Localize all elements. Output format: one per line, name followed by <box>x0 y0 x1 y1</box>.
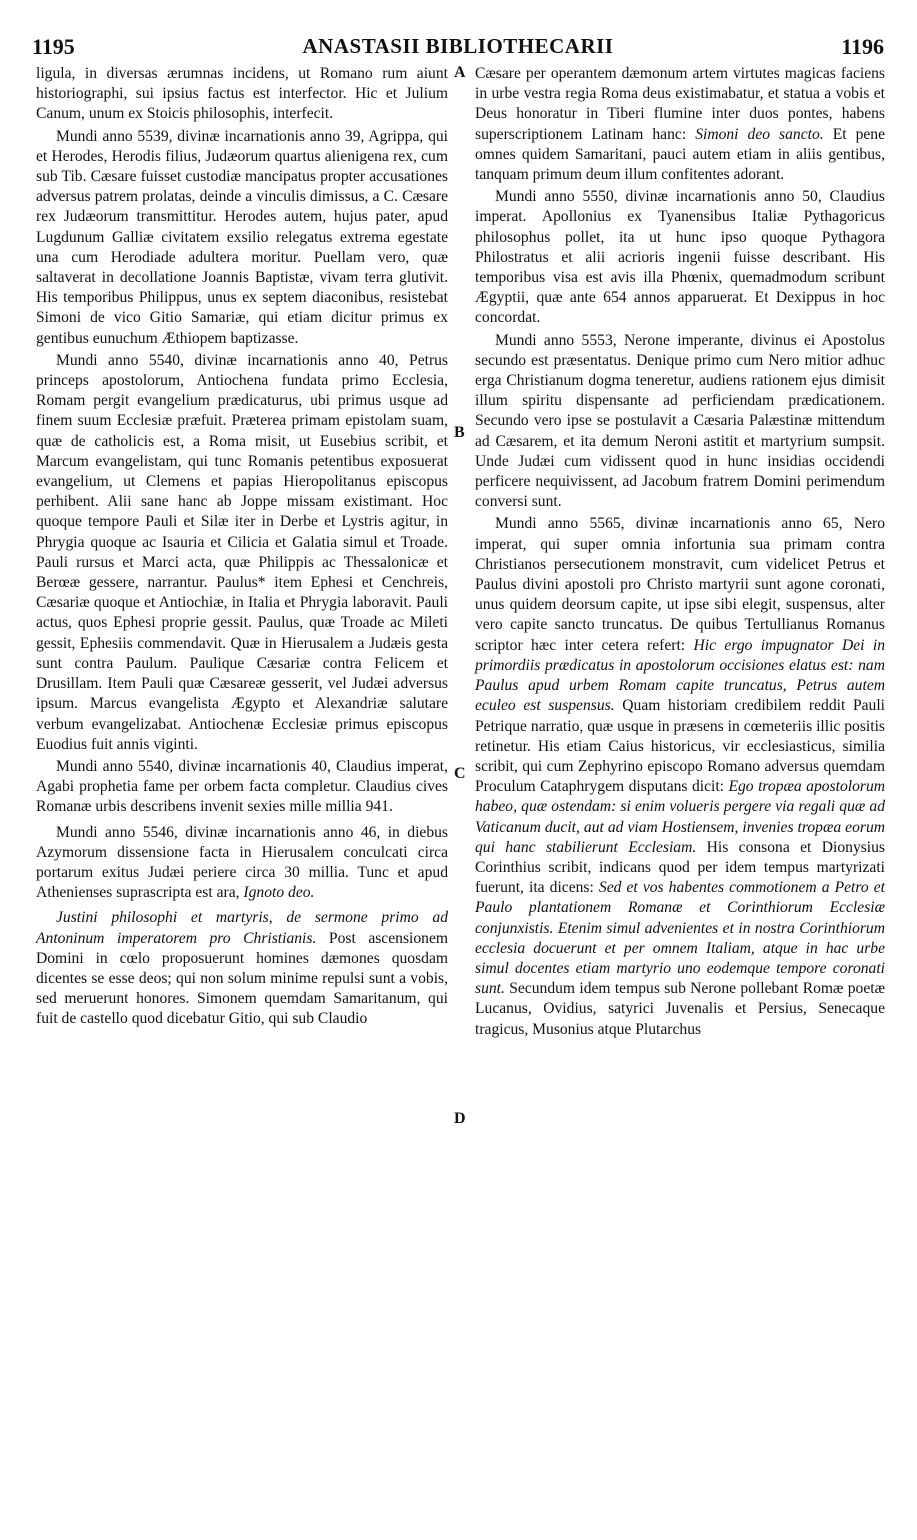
paragraph: Mundi anno 5553, Nerone imperante, divinus ei Apostolus secundo est præsentatus. Denique primo cum Nero mitior adhuc erga Christianum dogma teneretur, audiens rationem ejus dimisit illum spiritu dispensante ad perficiendam prædicationem. Secundo vero ipse se postulavit a Cæsaria Palæstinæ mittendum ad Cæsarem, et ita demum Neroni astitit et martyrium sumpsit. Unde Judæi cum vidissent quod in hunc insidias occidendi perficere nequivissent, ad Jacobum fratrem Domini perimendum conversi sunt. <box>475 331 885 511</box>
margin-marker-b: B <box>454 424 465 441</box>
inscription-text: Simoni deo sancto. <box>695 125 824 143</box>
paragraph-text: Post ascensionem Domini in cœlo proposuerunt homines dæmones quosdam dicentes se esse deos; qui non solum minime repulsi sunt a vobis, sed meruerunt honores. Simonem quemdam Samaritanum, qui fuit de castello quod dicebatur Gitio, qui sub Claudio <box>36 929 448 1028</box>
quotation-text: Ego tropæa apostolorum habeo, quæ ostendam: si enim volueris pergere via regali quæ ad Vaticanum ducit, aut ad viam Hostiensem, invenies tropæa eorum qui hanc stabilierunt Ecclesiam. <box>475 778 885 856</box>
page-header <box>28 20 888 60</box>
paragraph <box>475 64 885 185</box>
quotation-text: Hic ergo impugnator Dei in primordiis prædicatus in apostolorum occisiones elatus est: nam Paulus apud urbem Romam capite truncatus, Petrus autem eculeo est suspensus. <box>475 636 885 715</box>
inscription-text: Ignoto deo. <box>243 884 315 902</box>
paragraph-text: Mundi anno 5565, divinæ incarnationis anno 65, Nero imperat, qui super omnia infortunia sua primam contra Christianos persecutionem monstravit, cum videlicet Petrus et Paulus divini apostoli pro Christo martyrii sunt agone coronati, unus quidem deorsum capite, ut ipse sibi elegit, suspensus, alter vero capite sancto truncatus. De quibus Tertullianus Romanus scriptor hæc inter cetera refert: <box>475 515 885 654</box>
page-number-left: 1195 <box>32 34 75 59</box>
paragraph: Mundi anno 5540, divinæ incarnationis 40, Claudius imperat, Agabi prophetia fame per orbem facta completur. Claudius cives Romanæ urbis describens invenit sexies mille millia 941. <box>36 757 448 816</box>
paragraph-text: Secundum idem tempus sub Nerone pollebant Romæ poetæ Lucanus, Ovidius, satyrici Juvenalis et Persius, Senecaque tragicus, Musonius atque Plutarchus <box>475 980 885 1038</box>
left-column <box>36 64 448 1032</box>
right-column <box>475 64 885 1042</box>
paragraph-text: Et pene omnes quidem Samaritani, pauci autem etiam in aliis gentibus, tanquam primum deum illum confitentes adorant. <box>475 125 885 184</box>
paragraph <box>36 908 448 1029</box>
paragraph-text: Cæsare per operantem dæmonum artem virtutes magicas faciens in urbe vestra regia Roma deus existimabatur, et statua a vobis et Deus honoratur in Tiberi flumine inter duos pontes, habens superscriptionem Latinam hanc: <box>475 65 885 143</box>
paragraph-text: His consona et Dionysius Corinthius scribit, indicans quod per idem tempus martyrizati fuerunt, ita dicens: <box>475 838 886 897</box>
running-title: ANASTASII BIBLIOTHECARII <box>302 34 614 58</box>
margin-marker-c: C <box>454 765 466 782</box>
paragraph: Mundi anno 5540, divinæ incarnationis anno 40, Petrus princeps apostolorum, Antiochena fundata primo Ecclesia, Romam pergit evangelium prædicaturus, ubi primus usque ad finem suum Ecclesiæ præfuit. Præterea primam epistolam suam, quæ de catholicis est, a Roma misit, ut Eusebius scribit, et Marcum evangelistam, qui tunc Romanis petentibus exposuerat evangelium, ut Clemens et papias Hieropolitanus episcopus perhibent. Alii sane hanc ab Joppe missam existimant. Hoc quoque tempore Pauli et Silæ iter in Derbe et Lystris agitur, in Phrygia quoque ac Isauria et Cilicia et Galatia simul et Troade. Pauli rursus et Marci acta, quæ Philippis ac Thessalonicæ et Berœæ gessere, narrantur. Paulus* item Ephesi et Cenchreis, Cæsariæ quoque et Antiochiæ, in Italia et Phrygia laboravit. Pauli actus, quos Ephesi proprie gessit. Paulus, quæ Troade ac Mileti gessit, Ephesiis commendavit. Quæ in Hierusalem a Judæis gesta sunt contra Paulum. Paulique Cæsariæ contra Felicem et Drusillam. Item Pauli quæ Cæsareæ gesserit, vel Judæi adversus ipsum. Marcus evangelista Ægypto et Alexandriæ salutare verbum evangelizabat. Antiochenæ Ecclesiæ primus episcopus Euodius fuit annis viginti. <box>36 351 448 753</box>
quotation-heading: Justini philosophi et martyris, de sermone primo ad Antoninum imperatorem pro Christianis. <box>36 909 448 947</box>
margin-marker-a: A <box>454 64 466 81</box>
paragraph: ligula, in diversas ærumnas incidens, ut Romano rum aiunt historiographi, sui ipsius factus est interfector. Hic et Julium Canum, unum ex Stoicis philosophis, interfecit. <box>36 65 448 123</box>
margin-marker-d: D <box>454 1110 466 1127</box>
paragraph <box>36 823 448 904</box>
paragraph <box>475 514 885 1039</box>
paragraph: Mundi anno 5539, divinæ incarnationis anno 39, Agrippa, qui et Herodes, Herodis filius, Judæorum quartus alienigena rex, cum sub Tib. Cæsare fuisset custodiæ mancipatus propter accusationes adversus patrem prolatas, deinde a vinculis dimissus, a C. Cæsare rex Judæorum transmittitur. Herodes autem, hujus pater, apud Lugdunum Galliæ civitatem exsilio relegatus extrema egestate una cum Herodiade adultera moritur. Puellam vero, quæ saltaverat in decollatione Joannis Baptistæ, vivam terra glutivit. His temporibus Philippus, unus ex septem diaconibus, resistebat Simoni de vico Gitio Samariæ, qui etiam dicitur primus ex gentibus eunuchum Æthiopem baptizasse. <box>36 127 448 347</box>
paragraph-text: Mundi anno 5546, divinæ incarnationis anno 46, in diebus Azymorum dissensione facta in Hierusalem conculcati circa portarum exitus Judæi periere circa 30 millia. Tunc et apud Athenienses suprascripta est ara, <box>36 823 448 902</box>
quotation-text: Sed et vos habentes commotionem a Petro et Paulo plantationem Romanæ et Corinthiorum Ecclesiæ conjunxistis. Etenim simul advenientes et in nostra Corinthiorum ecclesia docuerunt et per omnem Italiam, atque in hac urbe simul docentes etiam martyrio uno eodemque tempore coronati sunt. <box>475 879 885 998</box>
page-number-right: 1196 <box>841 34 884 59</box>
paragraph-text: Quam historiam credibilem reddit Pauli Petrique narratio, quæ usque in præsens in cœmeteriis illic positis retinetur. His etiam Caius historicus, vir ecclesiasticus, similia scribit, qui cum Zephyrino episcopo Romano adversus quemdam Proculum Cataphrygem disputans dicit: <box>475 697 886 796</box>
paragraph: Mundi anno 5550, divinæ incarnationis anno 50, Claudius imperat. Apollonius ex Tyanensibus Italiæ Pythagoricus philosophus pollet, ita ut hunc ipso quoque Pythagora Philostratus et alii acrioris ingenii fuisse describant. His temporibus visa est avis illa Phœnix, quemadmodum scribunt Ægyptii, quæ ante 654 annos apparuerat. Et Dexippus in hoc concordat. <box>475 188 885 327</box>
